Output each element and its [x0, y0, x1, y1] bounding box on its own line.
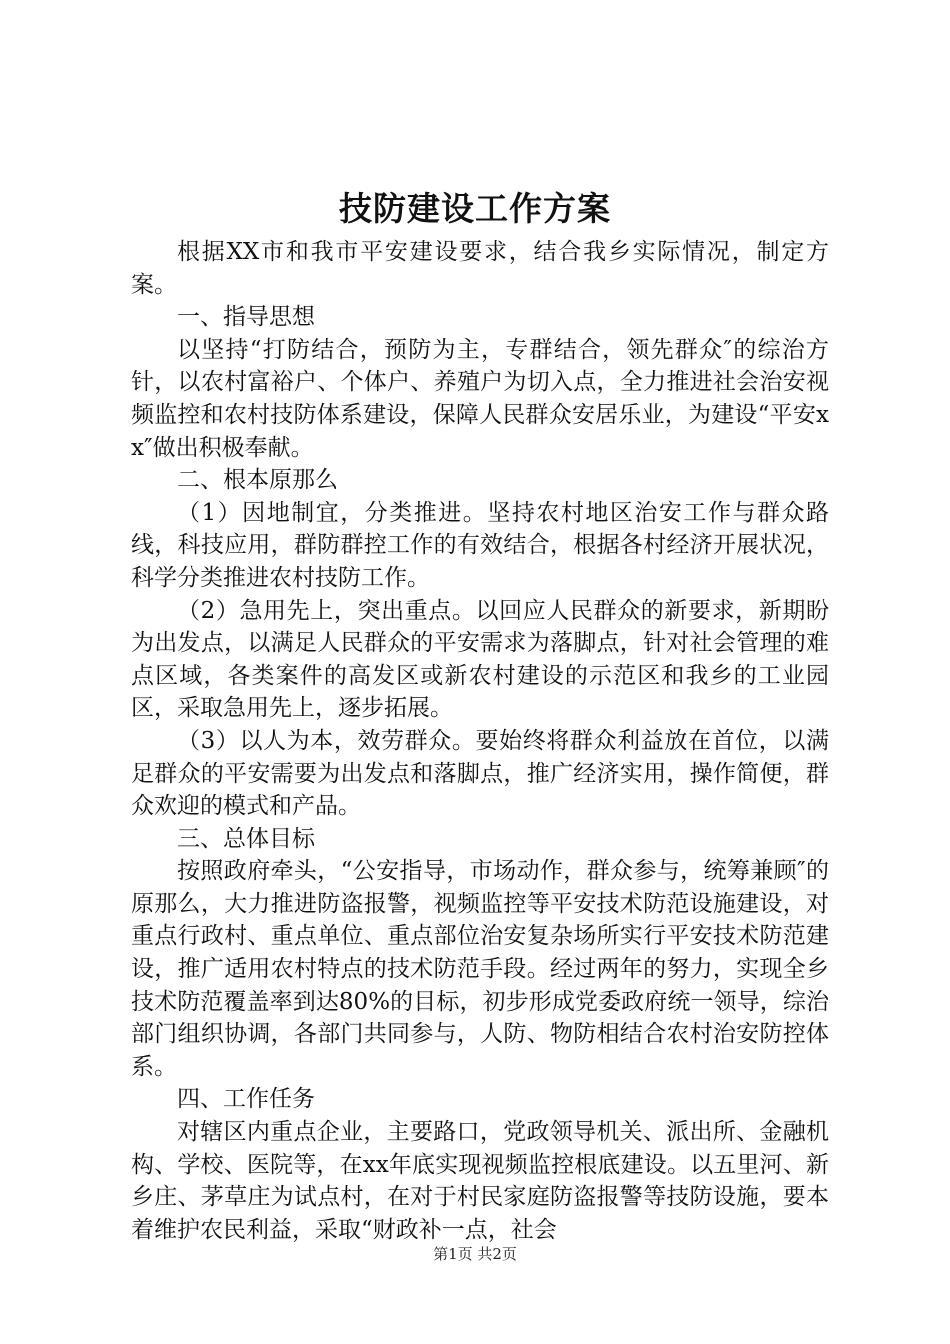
- section-heading-basic-principles: 二、根本原那么: [177, 467, 338, 494]
- section-heading-overall-goal: 三、总体目标: [177, 825, 315, 852]
- work-tasks-paragraph: 对辖区内重点企业，主要路口，党政领导机关、派出所、金融机构、学校、医院等，在xx年底实现视频监控根底建设。以五里河、新乡庄、茅草庄为试点村，在对于村民家庭防盗报警等技防设施，要本着维护农民利益，采取“财政补一点，社会: [131, 1119, 829, 1243]
- overall-goal-paragraph: 按照政府牵头，“公安指导，市场动作，群众参与，统筹兼顾″的原那么，大力推进防盗报警，视频监控等平安技术防范设施建设，对重点行政村、重点单位、重点部位治安复杂场所实行平安技术防范建设，推广适用农村特点的技术防范手段。经过两年的努力，实现全乡技术防范覆盖率到达80%的目标，初步形成党委政府统一领导，综治部门组织协调，各部门共同参与，人防、物防相结合农村治安防控体系。: [131, 858, 829, 1080]
- principle-1-paragraph: （1）因地制宜，分类推进。坚持农村地区治安工作与群众路线，科技应用，群防群控工作的有效结合，根据各村经济开展状况，科学分类推进农村技防工作。: [131, 499, 829, 591]
- section-heading-work-tasks: 四、工作任务: [177, 1086, 315, 1113]
- document-title: 技防建设工作方案: [339, 189, 611, 228]
- page-footer: 第1页 共2页: [433, 1245, 517, 1263]
- intro-paragraph: 根据XX市和我市平安建设要求，结合我乡实际情况，制定方案。: [131, 239, 829, 298]
- section-heading-guiding-ideology: 一、指导思想: [177, 304, 315, 331]
- principle-2-paragraph: （2）急用先上，突出重点。以回应人民群众的新要求，新期盼为出发点，以满足人民群众的平安需求为落脚点，针对社会管理的难点区域，各类案件的高发区或新农村建设的示范区和我乡的工业园区，采取急用先上，逐步拓展。: [131, 597, 829, 722]
- principle-3-paragraph: （3）以人为本，效劳群众。要始终将群众利益放在首位，以满足群众的平安需要为出发点和落脚点，推广经济实用，操作简便，群众欢迎的模式和产品。: [131, 727, 829, 820]
- guiding-ideology-paragraph: 以坚持“打防结合，预防为主，专群结合，领先群众″的综治方针，以农村富裕户、个体户、养殖户为切入点，全力推进社会治安视频监控和农村技防体系建设，保障人民群众安居乐业，为建设“平安xx″做出积极奉献。: [131, 336, 829, 461]
- document-body: [131, 236, 829, 1246]
